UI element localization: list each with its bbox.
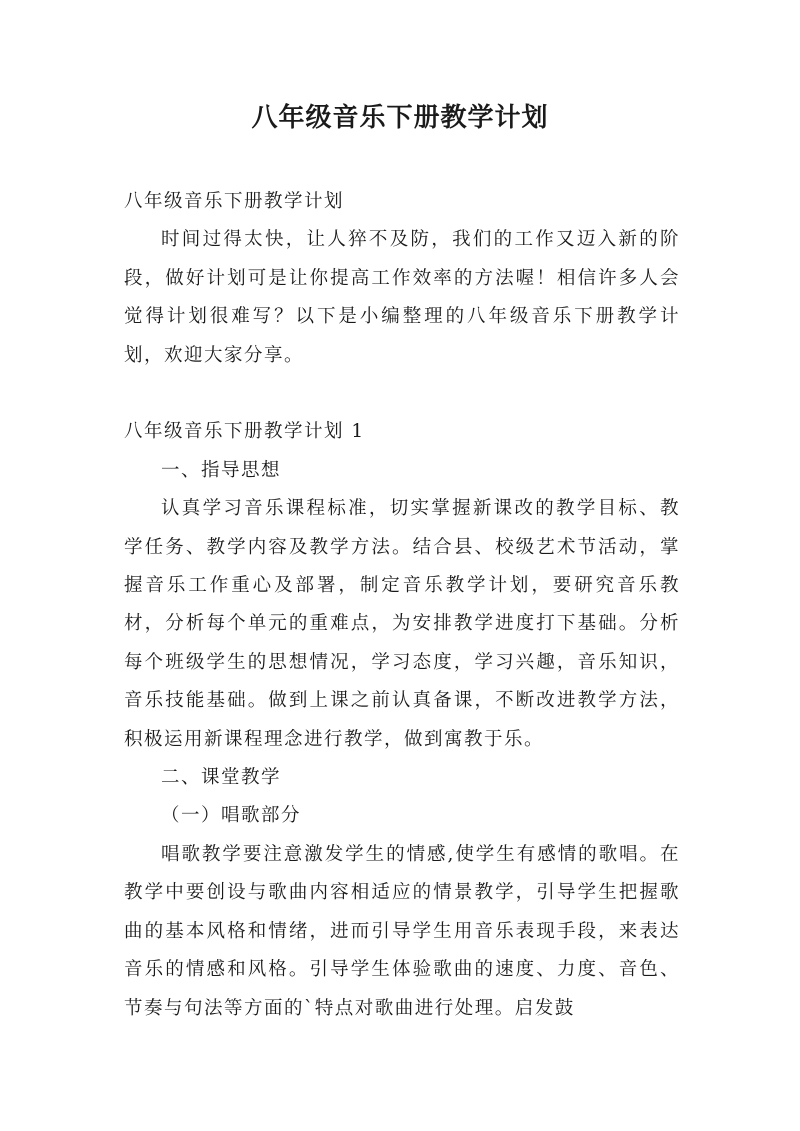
guiding-ideology-paragraph: 认真学习音乐课程标准，切实掌握新课改的教学目标、教学任务、教学内容及教学方法。结合县、校级艺术节活动，掌握音乐工作重心及部署，制定音乐教学计划，要研究音乐教材，分析每个单元的重难点，为安排教学进度打下基础。分析每个班级学生的思想情况，学习态度，学习兴趣，音乐知识，音乐技能基础。做到上课之前认真备课，不断改进教学方法，积极运用新课程理念进行教学，做到寓教于乐。 <box>124 498 680 750</box>
document-body <box>124 183 680 1028</box>
intro-heading: 八年级音乐下册教学计划 <box>124 191 345 212</box>
subheading-singing: （一）唱歌部分 <box>161 805 302 827</box>
singing-paragraph: 唱歌教学要注意激发学生的情感,使学生有感情的歌唱。在教学中要创设与歌曲内容相适应的情景教学，引导学生把握歌曲的基本风格和情绪，进而引导学生用音乐表现手段，来表达音乐的情感和风格。引导学生体验歌曲的速度、力度、音色、节奏与句法等方面的`特点对歌曲进行处理。启发鼓 <box>124 843 680 1019</box>
intro-paragraph: 时间过得太快，让人猝不及防，我们的工作又迈入新的阶段，做好计划可是让你提高工作效率的方法喔！相信许多人会觉得计划很难写？以下是小编整理的八年级音乐下册教学计划，欢迎大家分享。 <box>124 229 680 366</box>
subheading-guiding-ideology: 一、指导思想 <box>161 459 282 481</box>
section-heading: 八年级音乐下册教学计划 1 <box>124 421 365 443</box>
paragraph-spacer <box>124 375 680 413</box>
document-title: 八年级音乐下册教学计划 <box>251 103 549 133</box>
subheading-classroom-teaching: 二、课堂教学 <box>161 767 282 789</box>
